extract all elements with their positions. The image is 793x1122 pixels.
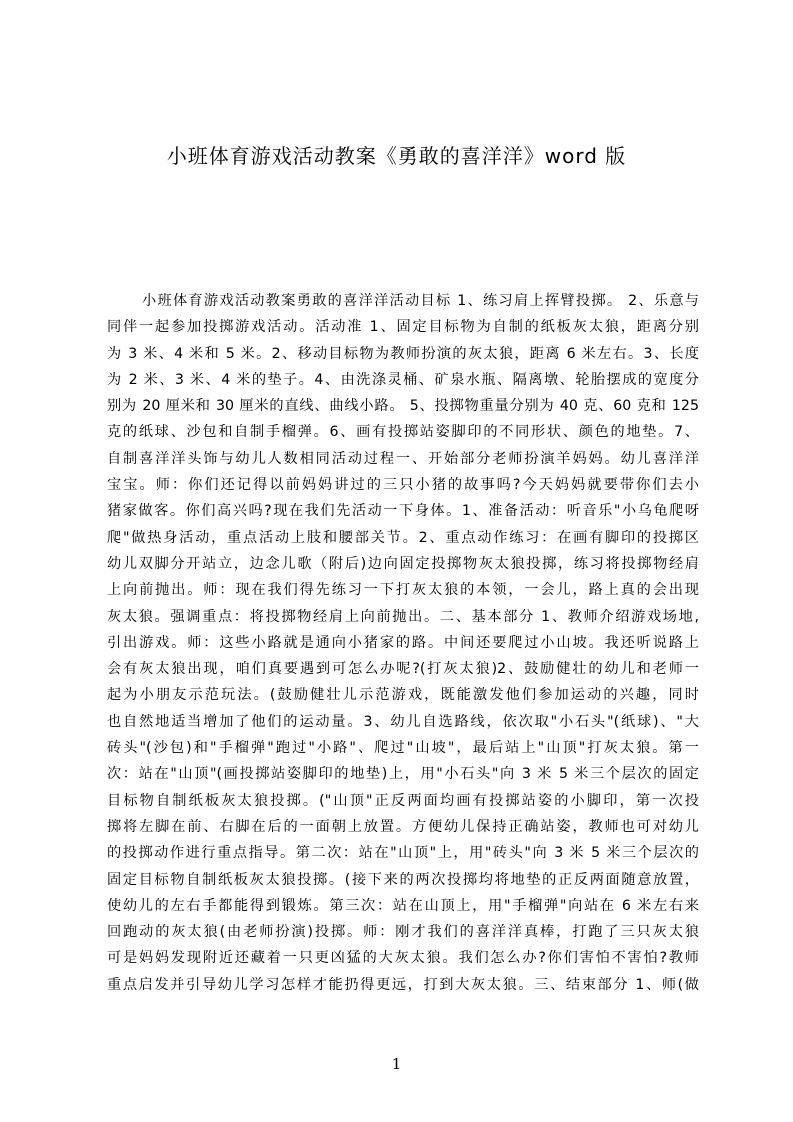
paragraph-line: 引出游戏。师：这些小路就是通向小猪家的路。中间还要爬过小山坡。我还听说路上 [107, 634, 699, 651]
paragraph-line: 宝宝。师：你们还记得以前妈妈讲过的三只小猪的故事吗?今天妈妈就要带你们去小 [107, 477, 699, 494]
paragraph-line: 幼儿双脚分开站立，边念儿歌（附后)边向固定投掷物灰太狼投掷，练习将投掷物经肩 [107, 555, 699, 572]
paragraph-line: 砖头"(沙包)和"手榴弹"跑过"小路"、爬过"山坡"，最后站上"山顶"打灰太狼。第一 [107, 740, 699, 757]
paragraph-line: 回跑动的灰太狼(由老师扮演)投掷。师：刚才我们的喜洋洋真棒，打跑了三只灰太狼 [107, 924, 699, 941]
paragraph-line: 使幼儿的左右手都能得到锻炼。第三次：站在山顶上，用"手榴弹"向站在 6 米左右来 [107, 897, 699, 914]
paragraph-line: 目标物自制纸板灰太狼投掷。("山顶"正反两面均画有投掷站姿的小脚印，第一次投 [107, 792, 699, 809]
page-number: 1 [391, 1055, 402, 1073]
paragraph-line: 为 3 米、4 米和 5 米。2、移动目标物为教师扮演的灰太狼，距离 6 米左右。3、长度 [107, 345, 699, 362]
paragraph-line: 自制喜洋洋头饰与幼儿人数相同活动过程一、开始部分老师扮演羊妈妈。幼儿喜洋洋 [107, 450, 699, 467]
paragraph-line: 重点启发并引导幼儿学习怎样才能扔得更远，打到大灰太狼。三、结束部分 1、师(做 [107, 976, 699, 993]
paragraph-line: 固定目标物自制纸板灰太狼投掷。(接下来的两次投掷均将地垫的正反两面随意放置， [107, 871, 699, 888]
paragraph-line: 猪家做客。你们高兴吗?现在我们先活动一下身体。1、准备活动：听音乐"小乌龟爬呀 [107, 503, 699, 520]
paragraph-line: 可是妈妈发现附近还藏着一只更凶猛的大灰太狼。我们怎么办?你们害怕不害怕?教师 [107, 950, 699, 967]
paragraph-line: 次：站在"山顶"(画投掷站姿脚印的地垫)上，用"小石头"向 3 米 5 米三个层次的固定 [107, 766, 699, 783]
paragraph-line: 会有灰太狼出现，咱们真要遇到可怎么办呢?(打灰太狼)2、鼓励健壮的幼儿和老师一 [107, 661, 699, 678]
paragraph-line: 克的纸球、沙包和自制手榴弹。6、画有投掷站姿脚印的不同形状、颜色的地垫。7、 [107, 424, 699, 441]
paragraph-line: 别为 20 厘米和 30 厘米的直线、曲线小路。 5、投掷物重量分别为 40 克、60 克和 125 [107, 398, 699, 415]
document-body [107, 288, 699, 998]
paragraph-line: 的投掷动作进行重点指导。第二次：站在"山顶"上，用"砖头"向 3 米 5 米三个层次的 [107, 845, 699, 862]
paragraph-line: 小班体育游戏活动教案勇敢的喜洋洋活动目标 1、练习肩上挥臂投掷。 2、乐意与 [142, 293, 699, 309]
paragraph-line: 掷将左脚在前、右脚在后的一面朝上放置。方便幼儿保持正确站姿，教师也可对幼儿 [107, 818, 699, 835]
paragraph-line: 上向前抛出。师：现在我们得先练习一下打灰太狼的本领，一会儿，路上真的会出现 [107, 582, 699, 599]
paragraph-line: 同伴一起参加投掷游戏活动。活动准 1、固定目标物为自制的纸板灰太狼，距离分别 [107, 319, 699, 336]
paragraph-line: 爬"做热身活动，重点活动上肢和腰部关节。2、重点动作练习：在画有脚印的投掷区 [107, 529, 699, 546]
paragraph-line: 也自然地适当增加了他们的运动量。3、幼儿自选路线，依次取"小石头"(纸球)、"大 [107, 713, 699, 730]
paragraph-line: 起为小朋友示范玩法。(鼓励健壮儿示范游戏，既能激发他们参加运动的兴趣，同时 [107, 687, 699, 704]
paragraph-line: 为 2 米、3 米、4 米的垫子。4、由洗涤灵桶、矿泉水瓶、隔离墩、轮胎摆成的宽度分 [107, 371, 699, 388]
paragraph-line: 灰太狼。强调重点：将投掷物经肩上向前抛出。二、基本部分 1、教师介绍游戏场地, [107, 608, 699, 625]
document-title: 小班体育游戏活动教案《勇敢的喜洋洋》word 版 [166, 144, 627, 168]
